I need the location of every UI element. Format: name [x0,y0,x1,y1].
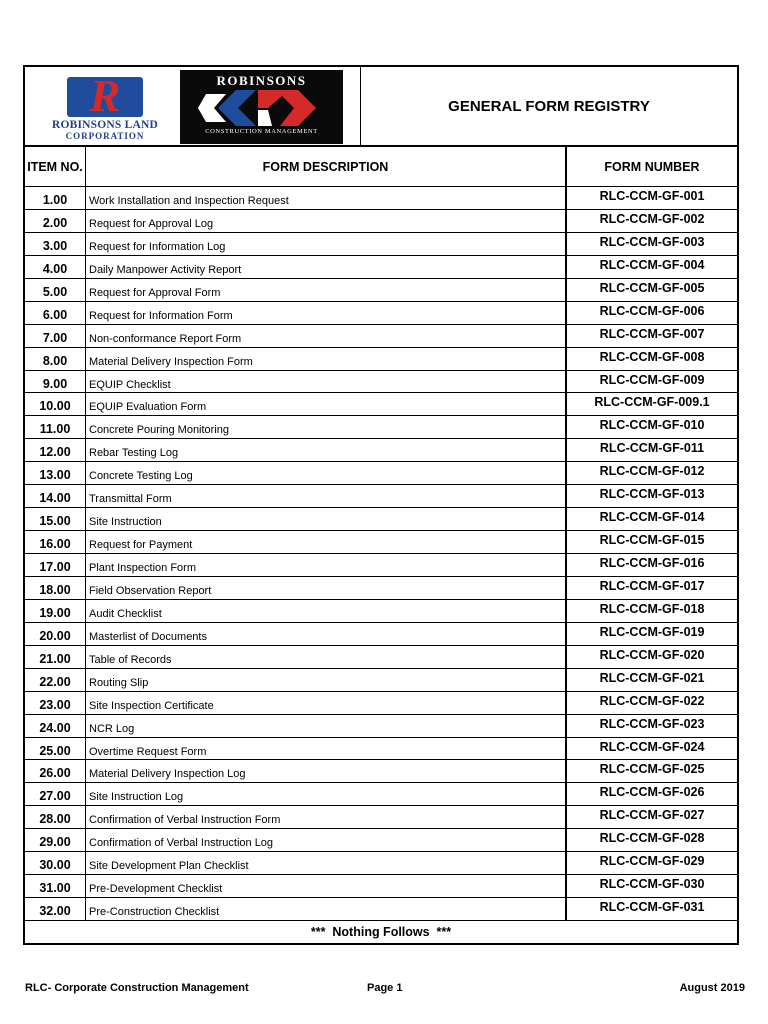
form-description-cell: Request for Information Form [86,302,567,324]
table-row [25,875,737,898]
item-number-cell: 32.00 [25,898,86,920]
table-row [25,692,737,715]
logo-cell [25,67,361,145]
form-description-cell: Audit Checklist [86,600,567,622]
form-description-cell: Work Installation and Inspection Request [86,187,567,209]
form-number-cell: RLC-CCM-GF-001 [599,189,705,203]
form-description-cell: Concrete Testing Log [86,462,567,484]
table-row [25,738,737,761]
form-number-cell: RLC-CCM-GF-014 [599,510,705,525]
item-number-cell: 20.00 [25,623,86,645]
form-description-cell: Non-conformance Report Form [86,325,567,347]
item-number-cell: 13.00 [25,462,86,484]
form-number-cell: RLC-CCM-GF-023 [599,716,705,731]
form-number-cell: RLC-CCM-GF-017 [599,578,705,593]
form-number-cell: RLC-CCM-GF-013 [599,487,705,502]
form-description-cell: Overtime Request Form [86,738,567,760]
form-description-cell: Confirmation of Verbal Instruction Log [86,829,567,851]
item-number-cell: 29.00 [25,829,86,851]
item-number-cell: 15.00 [25,508,86,530]
nothing-follows-note: *** Nothing Follows *** [310,925,452,939]
form-description-cell: Material Delivery Inspection Form [86,348,567,370]
table-row [25,646,737,669]
item-number-cell: 22.00 [25,669,86,691]
robinsons-land-mark-icon [67,77,143,117]
form-description-cell: Table of Records [86,646,567,668]
form-number-cell: RLC-CCM-GF-026 [599,785,705,800]
form-number-cell: RLC-CCM-GF-019 [599,624,705,639]
table-row [25,577,737,600]
form-description-cell: Pre-Construction Checklist [86,898,567,920]
column-header-description: FORM DESCRIPTION [86,147,567,186]
table-row [25,852,737,875]
form-number-cell: RLC-CCM-GF-016 [599,556,705,570]
item-number-cell: 6.00 [25,302,86,324]
form-number-cell: RLC-CCM-GF-022 [599,693,705,708]
form-number-cell: RLC-CCM-GF-005 [599,280,705,295]
form-description-cell: Masterlist of Documents [86,623,567,645]
form-number-cell: RLC-CCM-GF-025 [599,762,705,777]
table-row [25,393,737,416]
rcm-logo-title: ROBINSONS [216,73,307,88]
item-number-cell: 17.00 [25,554,86,576]
form-description-cell: Site Development Plan Checklist [86,852,567,874]
table-row [25,760,737,783]
form-description-cell: Concrete Pouring Monitoring [86,416,567,438]
item-number-cell: 4.00 [25,256,86,278]
table-row [25,279,737,302]
form-number-cell: RLC-CCM-GF-012 [599,464,705,479]
form-description-cell: Request for Payment [86,531,567,553]
form-description-cell: Request for Approval Form [86,279,567,301]
form-number-cell: RLC-CCM-GF-028 [599,831,705,846]
table-row [25,783,737,806]
robinsons-land-mark-letter: R [89,77,121,117]
footer-department: RLC- Corporate Construction Management [25,982,249,994]
table-row [25,669,737,692]
item-number-cell: 26.00 [25,760,86,782]
table-row [25,508,737,531]
footer-page-number: Page 1 [367,982,403,994]
form-number-cell: RLC-CCM-GF-021 [599,670,705,685]
table-row [25,325,737,348]
robinsons-construction-logo [180,70,343,144]
table-row [25,302,737,325]
table-row [25,600,737,623]
table-row [25,531,737,554]
form-number-cell: RLC-CCM-GF-020 [599,647,705,662]
form-number-cell: RLC-CCM-GF-030 [599,877,705,892]
form-number-cell: RLC-CCM-GF-008 [599,349,705,364]
table-row [25,348,737,371]
table-row [25,623,737,646]
form-number-cell: RLC-CCM-GF-027 [599,808,705,823]
item-number-cell: 23.00 [25,692,86,714]
table-row [25,187,737,210]
item-number-cell: 30.00 [25,852,86,874]
item-number-cell: 25.00 [25,738,86,760]
column-header-number: FORM NUMBER [604,159,700,174]
form-description-cell: Material Delivery Inspection Log [86,760,567,782]
form-number-cell: RLC-CCM-GF-015 [599,533,705,548]
item-number-cell: 27.00 [25,783,86,805]
form-number-cell: RLC-CCM-GF-024 [599,739,705,754]
item-number-cell: 19.00 [25,600,86,622]
form-description-cell: Transmittal Form [86,485,567,507]
form-number-cell: RLC-CCM-GF-004 [599,257,705,272]
form-description-cell: EQUIP Evaluation Form [86,393,567,415]
registry-rows [25,187,737,921]
table-row [25,715,737,738]
form-number-cell: RLC-CCM-GF-003 [599,234,705,249]
column-header-item: ITEM NO. [25,147,86,186]
form-description-cell: Plant Inspection Form [86,554,567,576]
form-number-cell: RLC-CCM-GF-006 [599,303,705,318]
table-row [25,485,737,508]
document-title: GENERAL FORM REGISTRY [448,97,650,115]
table-row [25,210,737,233]
header-row [25,67,737,147]
item-number-cell: 9.00 [25,371,86,393]
form-description-cell: NCR Log [86,715,567,737]
item-number-cell: 2.00 [25,210,86,232]
form-description-cell: Request for Approval Log [86,210,567,232]
table-row [25,898,737,921]
item-number-cell: 28.00 [25,806,86,828]
table-row [25,439,737,462]
form-description-cell: Site Inspection Certificate [86,692,567,714]
item-number-cell: 8.00 [25,348,86,370]
page-footer [25,982,745,998]
robinsons-land-corporation: CORPORATION [65,131,145,141]
form-number-cell: RLC-CCM-GF-007 [599,326,705,341]
form-number-cell: RLC-CCM-GF-018 [599,601,705,616]
item-number-cell: 14.00 [25,485,86,507]
table-row [25,371,737,394]
item-number-cell: 7.00 [25,325,86,347]
item-number-cell: 31.00 [25,875,86,897]
rcm-logo-subtitle: CONSTRUCTION MANAGEMENT [205,128,318,135]
table-row [25,233,737,256]
form-description-cell: Confirmation of Verbal Instruction Form [86,806,567,828]
table-row [25,416,737,439]
form-number-cell: RLC-CCM-GF-031 [599,900,705,915]
item-number-cell: 3.00 [25,233,86,255]
form-number-cell: RLC-CCM-GF-009 [599,372,705,387]
form-description-cell: Routing Slip [86,669,567,691]
robinsons-land-logo [29,75,179,141]
footer-date: August 2019 [679,982,745,994]
table-row [25,829,737,852]
table-row [25,554,737,577]
item-number-cell: 1.00 [25,187,86,209]
item-number-cell: 18.00 [25,577,86,599]
item-number-cell: 16.00 [25,531,86,553]
robinsons-land-name: ROBINSONS LAND [51,119,158,131]
table-row [25,256,737,279]
form-number-cell: RLC-CCM-GF-010 [599,418,705,433]
form-number-cell: RLC-CCM-GF-011 [599,441,705,456]
form-description-cell: EQUIP Checklist [86,371,567,393]
form-description-cell: Site Instruction [86,508,567,530]
form-description-cell: Field Observation Report [86,577,567,599]
item-number-cell: 21.00 [25,646,86,668]
form-number-cell: RLC-CCM-GF-029 [599,854,705,869]
form-description-cell: Site Instruction Log [86,783,567,805]
item-number-cell: 10.00 [25,393,86,415]
form-number-cell: RLC-CCM-GF-002 [599,211,705,226]
form-number-cell: RLC-CCM-GF-009.1 [594,395,710,410]
form-registry-sheet [23,65,739,945]
table-row [25,462,737,485]
form-description-cell: Request for Information Log [86,233,567,255]
rcm-chevrons-icon [198,90,328,126]
item-number-cell: 24.00 [25,715,86,737]
item-number-cell: 11.00 [25,416,86,438]
item-number-cell: 5.00 [25,279,86,301]
form-description-cell: Rebar Testing Log [86,439,567,461]
column-headers [25,147,737,187]
table-row [25,806,737,829]
item-number-cell: 12.00 [25,439,86,461]
form-description-cell: Daily Manpower Activity Report [86,256,567,278]
form-description-cell: Pre-Development Checklist [86,875,567,897]
